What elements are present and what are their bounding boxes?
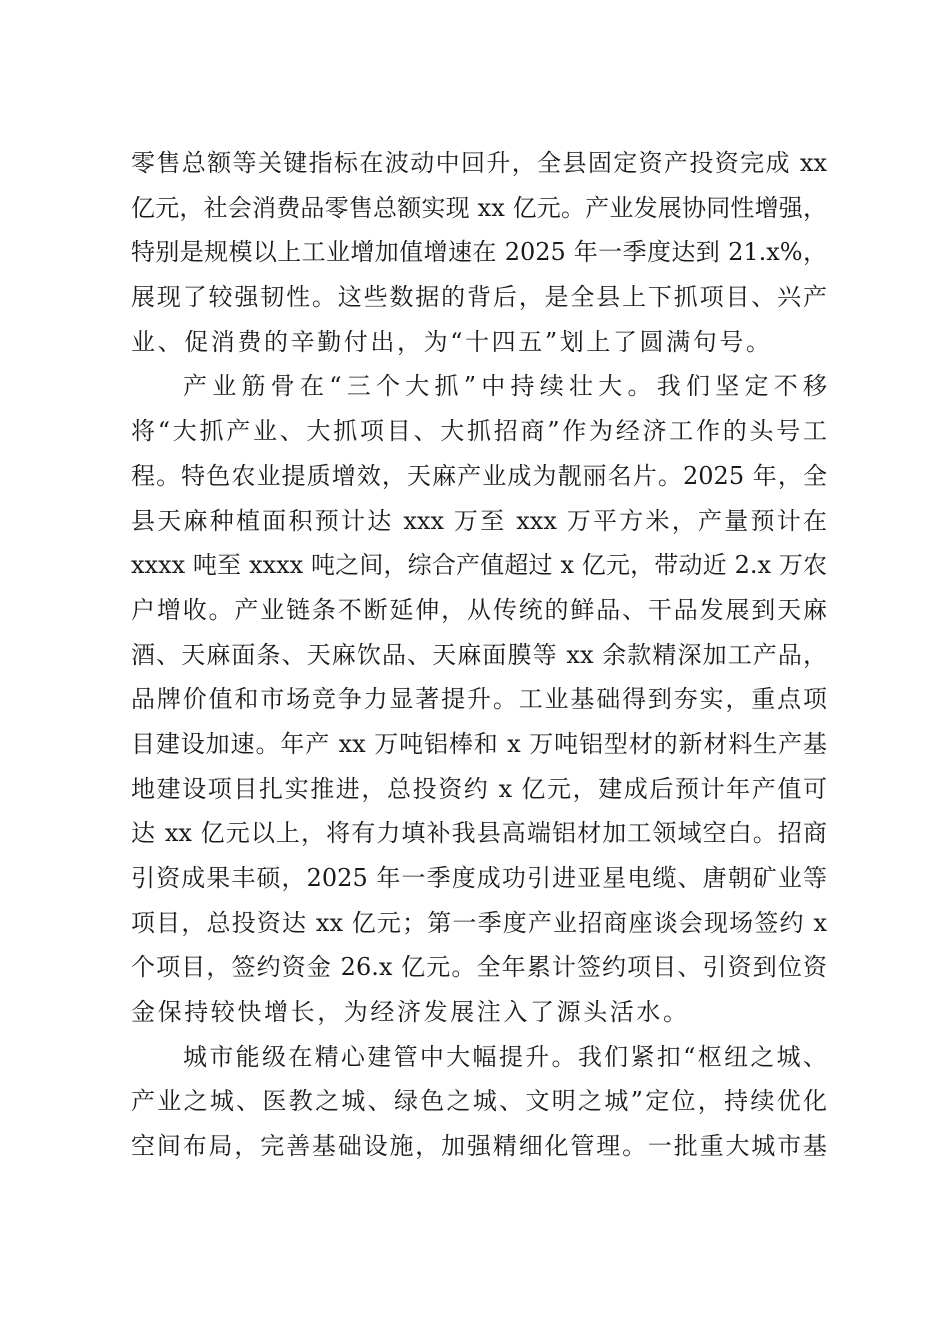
text-line: 空间布局，完善基础设施，加强精细化管理。一批重大城市基 xyxy=(131,1132,827,1161)
text-line: 目建设加速。年产 xx 万吨铝棒和 x 万吨铝型材的新材料生产基 xyxy=(131,729,827,758)
paragraph-last-line: 金保持较快增长，为经济发展注入了源头活水。 xyxy=(131,998,690,1027)
text-line: 将“大抓产业、大抓项目、大抓招商”作为经济工作的头号工 xyxy=(131,417,827,446)
text-line: 达 xx 亿元以上，将有力填补我县高端铝材加工领域空白。招商 xyxy=(131,819,827,848)
text-line: 展现了较强韧性。这些数据的背后，是全县上下抓项目、兴产 xyxy=(131,283,827,312)
text-line: 亿元，社会消费品零售总额实现 xx 亿元。产业发展协同性增强， xyxy=(131,193,827,222)
text-line: 程。特色农业提质增效，天麻产业成为靓丽名片。2025 年，全 xyxy=(131,461,827,490)
text-line: 酒、天麻面条、天麻饮品、天麻面膜等 xx 余款精深加工产品， xyxy=(131,640,827,669)
text-line: 零售总额等关键指标在波动中回升，全县固定资产投资完成 xx xyxy=(131,149,827,177)
text-line: 地建设项目扎实推进，总投资约 x 亿元，建成后预计年产值可 xyxy=(131,774,827,803)
text-line: 项目，总投资达 xx 亿元；第一季度产业招商座谈会现场签约 x xyxy=(131,908,827,937)
paragraph-first-line: 城市能级在精心建管中大幅提升。我们紧扣“枢纽之城、 xyxy=(183,1042,827,1071)
text-line: 个项目，签约资金 26.x 亿元。全年累计签约项目、引资到位资 xyxy=(131,953,827,982)
text-line: 品牌价值和市场竞争力显著提升。工业基础得到夯实，重点项 xyxy=(131,685,827,714)
text-line: 户增收。产业链条不断延伸，从传统的鲜品、干品发展到天麻 xyxy=(131,595,827,624)
text-line: 县天麻种植面积预计达 xxx 万至 xxx 万平方米，产量预计在 xyxy=(131,506,827,535)
paragraph-last-line: 业、促消费的辛勤付出，为“十四五”划上了圆满句号。 xyxy=(131,327,773,356)
text-line: 产业之城、医教之城、绿色之城、文明之城”定位，持续优化 xyxy=(131,1087,827,1116)
text-line: 特别是规模以上工业增加值增速在 2025 年一季度达到 21.x%， xyxy=(131,238,827,267)
paragraph-first-line: 产业筋骨在“三个大抓”中持续壮大。我们坚定不移 xyxy=(183,372,827,401)
body-text xyxy=(131,143,827,1171)
text-line: 引资成果丰硕，2025 年一季度成功引进亚星电缆、唐朝矿业等 xyxy=(131,864,827,892)
text-line: xxxx 吨至 xxxx 吨之间，综合产值超过 x 亿元，带动近 2.x 万农 xyxy=(131,551,827,580)
